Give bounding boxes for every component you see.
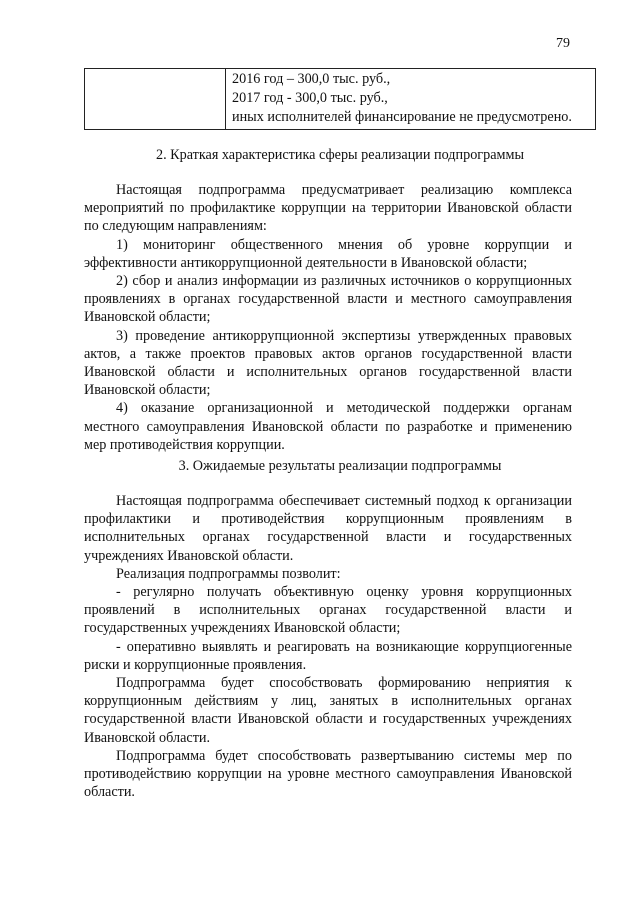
section3-paragraph: Реализация подпрограммы позволит:	[116, 565, 341, 582]
section3-paragraph: - регулярно получать объективную оценку уровня коррупционных проявлений в исполнительных органах государственной власти и государственных учреждениях Ивановской области;	[84, 584, 572, 637]
section2-paragraph: 3) проведение антикоррупционной экспертизы утвержденных правовых актов, а также проектов правовых актов органов государственной власти Ивановской области и исполнительных органов государственной власти Ивановской области;	[84, 327, 572, 399]
funding-line-other: иных исполнителей финансирование не предусмотрено.	[232, 109, 572, 125]
section3-heading: 3. Ожидаемые результаты реализации подпрограммы	[178, 458, 502, 474]
page-number: 79	[556, 36, 570, 51]
section2-heading: 2. Краткая характеристика сферы реализации подпрограммы	[155, 147, 524, 163]
funding-table	[84, 68, 596, 130]
funding-line-2017: 2017 год - 300,0 тыс. руб.,	[232, 90, 388, 106]
funding-line-2016: 2016 год – 300,0 тыс. руб.,	[232, 71, 391, 87]
section3-paragraph: Подпрограмма будет способствовать формированию неприятия к коррупционным действиям у лиц, занятых в исполнительных органах государственной власти Ивановской области и государственных учреждениях Ивановской области.	[84, 675, 572, 746]
section2-paragraph: 4) оказание организационной и методической поддержки органам местного самоуправления Ивановской области по разработке и применению мер противодействия коррупции.	[84, 400, 572, 453]
section2-paragraph: 1) мониторинг общественного мнения об уровне коррупции и эффективности антикоррупционной деятельности в Ивановской области;	[84, 236, 572, 271]
section2-paragraph: 2) сбор и анализ информации из различных источников о коррупционных проявлениях в органах государственной власти и местного самоуправления Ивановской области;	[84, 273, 572, 326]
table-cell-empty	[85, 69, 226, 129]
table-cell-funding	[226, 69, 595, 129]
section2-body	[84, 181, 572, 454]
section3-paragraph: Настоящая подпрограмма обеспечивает системный подход к организации профилактики и противодействия коррупционным проявлениям в исполнительных органах государственной власти и государственных учреждениях Ивановской области.	[84, 493, 572, 564]
section2-paragraph: Настоящая подпрограмма предусматривает реализацию комплекса мероприятий по профилактике коррупции на территории Ивановской области по следующим направлениям:	[84, 182, 572, 235]
section3-body	[84, 492, 572, 801]
section3-paragraph: Подпрограмма будет способствовать развертыванию системы мер по противодействию коррупции на уровне местного самоуправления Ивановской области.	[84, 747, 572, 801]
section3-paragraph: - оперативно выявлять и реагировать на возникающие коррупциогенные риски и коррупционные проявления.	[84, 638, 572, 673]
